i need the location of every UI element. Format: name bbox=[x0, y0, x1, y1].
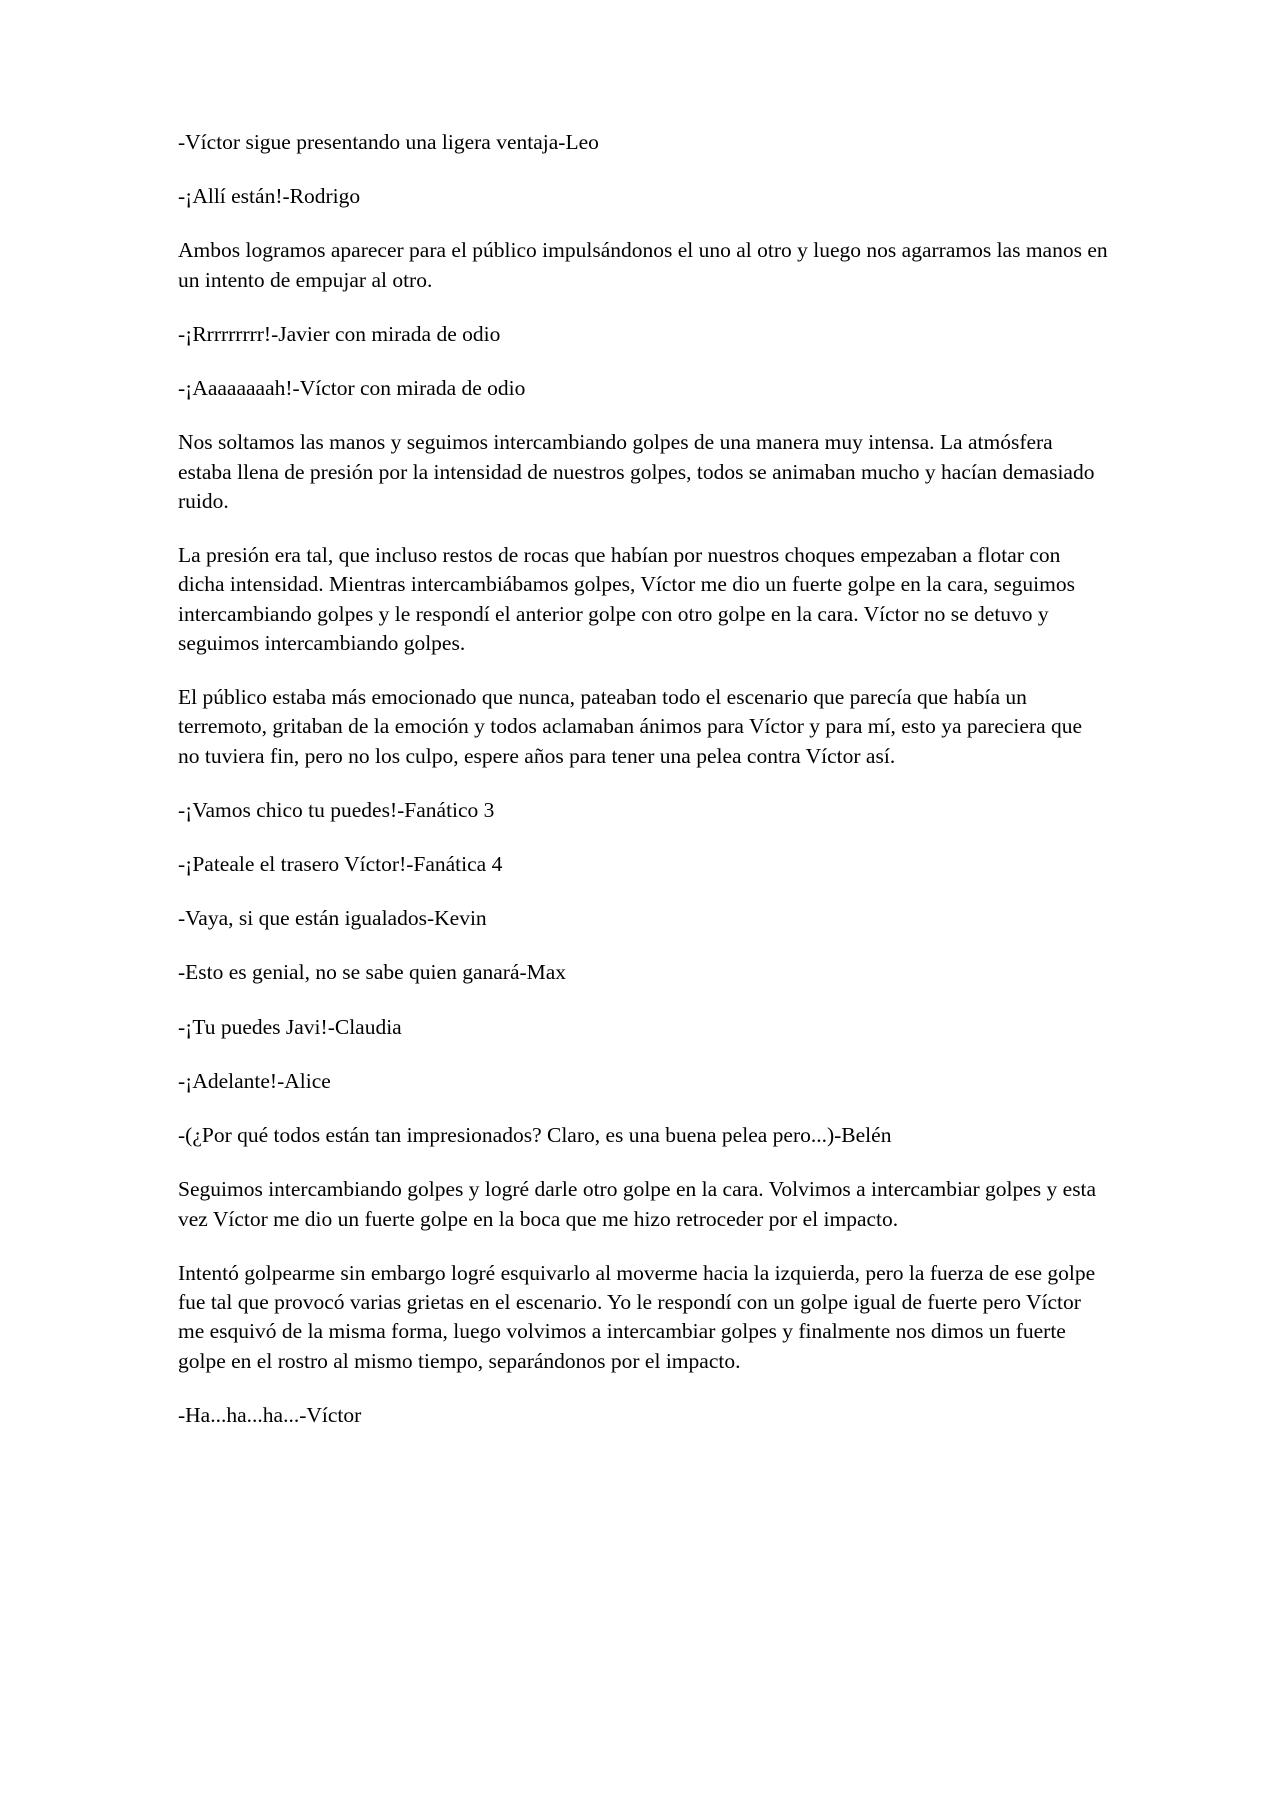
paragraph: Nos soltamos las manos y seguimos intercambiando golpes de una manera muy intensa. La atmósfera estaba llena de presión por la intensidad de nuestros golpes, todos se animaban mucho y hacían demasiado ruido. bbox=[178, 430, 1100, 513]
paragraph: Seguimos intercambiando golpes y logré darle otro golpe en la cara. Volvimos a intercambiar golpes y esta vez Víctor me dio un fuerte golpe en la boca que me hizo retroceder por el impacto. bbox=[178, 1177, 1102, 1231]
paragraph: -¡Vamos chico tu puedes!-Fanático 3 bbox=[178, 797, 495, 822]
paragraph: Intentó golpearme sin embargo logré esquivarlo al moverme hacia la izquierda, pero la fuerza de ese golpe fue tal que provocó varias grietas en el escenario. Yo le respondí con un golpe igual de fuerte pero Víctor me esquivó de la misma forma, luego volvimos a intercambiar golpes y finalmente nos dimos un fuerte golpe en el rostro al mismo tiempo, separándonos por el impacto. bbox=[178, 1260, 1101, 1373]
paragraph: -Esto es genial, no se sabe quien ganará-Max bbox=[178, 960, 567, 985]
paragraph: -Ha...ha...ha...-Víctor bbox=[178, 1402, 362, 1427]
paragraph: El público estaba más emocionado que nunca, pateaban todo el escenario que parecía que había un terremoto, gritaban de la emoción y todos aclamaban ánimos para Víctor y para mí, esto ya pareciera que no tuviera fin, pero no los culpo, espere años para tener una pelea contra Víctor así. bbox=[178, 685, 1088, 768]
paragraph: -¡Adelante!-Alice bbox=[178, 1068, 331, 1093]
paragraph: -¡Rrrrrrrrr!-Javier con mirada de odio bbox=[178, 321, 501, 346]
paragraph: La presión era tal, que incluso restos de rocas que habían por nuestros choques empezaban a flotar con dicha intensidad. Mientras intercambiábamos golpes, Víctor me dio un fuerte golpe en la cara, seguimos intercambiando golpes y le respondí el anterior golpe con otro golpe en la cara. Víctor no se detuvo y seguimos intercambiando golpes. bbox=[178, 543, 1081, 655]
paragraph: -¡Allí están!-Rodrigo bbox=[178, 184, 361, 209]
paragraph: -(¿Por qué todos están tan impresionados? Claro, es una buena pelea pero...)-Belén bbox=[178, 1123, 892, 1148]
document-body bbox=[178, 128, 1114, 1430]
paragraph: Ambos logramos aparecer para el público impulsándonos el uno al otro y luego nos agarramos las manos en un intento de empujar al otro. bbox=[178, 238, 1114, 292]
paragraph: -Víctor sigue presentando una ligera ventaja-Leo bbox=[178, 130, 599, 154]
paragraph: -¡Tu puedes Javi!-Claudia bbox=[178, 1014, 402, 1039]
paragraph: -Vaya, si que están igualados-Kevin bbox=[178, 906, 487, 931]
paragraph: -¡Aaaaaaaah!-Víctor con mirada de odio bbox=[178, 376, 526, 401]
paragraph: -¡Pateale el trasero Víctor!-Fanática 4 bbox=[178, 851, 503, 876]
